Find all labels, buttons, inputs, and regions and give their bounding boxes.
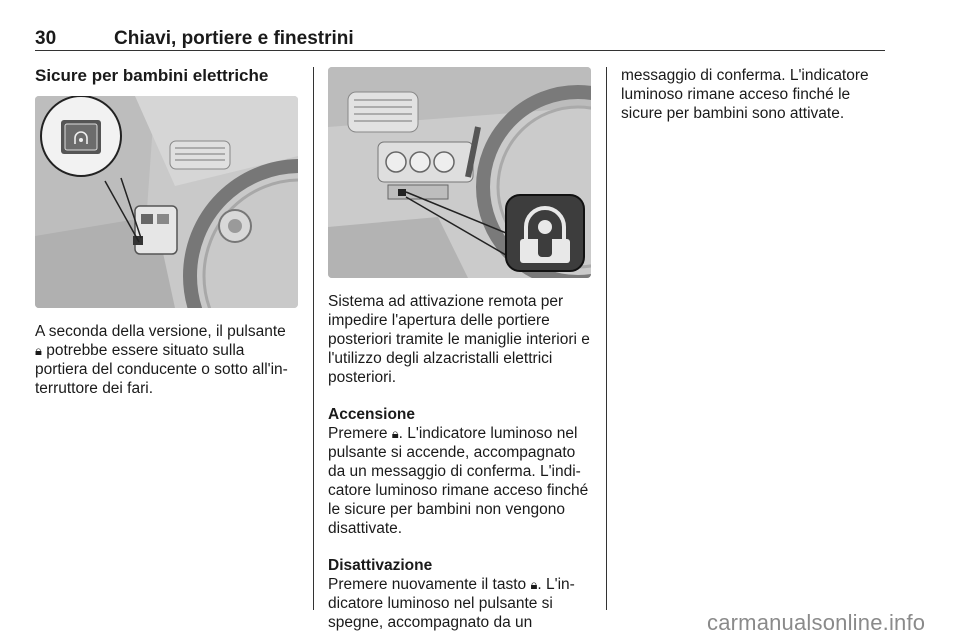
watermark: carmanualsonline.info [707,610,926,635]
page-number: 30 [35,28,57,49]
deactivation-text-end: . L'in-dicatore luminoso nel pulsante si spegne, accompagnato da un [328,576,575,631]
section-title: Sicure per bambini elettriche [35,66,269,85]
location-text-start: A seconda della versione, il pulsante [35,323,286,340]
activation-text-end: . L'indicatore luminoso nel pulsante si accende, accompagnato da un messaggio di conferma. L'indi-catore luminoso rimane acceso finché le sicure per bambini non vengono disattivate. [328,425,589,537]
deactivation-heading: Disattivazione [328,557,433,574]
column-2 [328,292,594,632]
page-header [35,28,885,51]
child-lock-icon: 🔒︎ [530,577,538,592]
activation-heading: Accensione [328,406,416,423]
column-3 [621,66,889,123]
location-paragraph [35,322,300,398]
deactivation-text-start: Premere nuovamente il tasto [328,576,527,593]
column-divider-1 [313,67,314,610]
child-lock-icon: 🔒︎ [35,343,42,358]
location-text-end: potrebbe essere situato sulla portiera del conducente o sotto all'in-terruttore dei fari. [35,342,288,397]
child-lock-icon: 🔒︎ [391,426,399,441]
activation-paragraph [328,424,594,538]
column-1-text [35,322,300,398]
column-divider-2 [606,67,607,610]
deactivation-paragraph [328,575,594,632]
continuation-paragraph: messaggio di conferma. L'indicatore luminoso rimane acceso finché le sicure per bambini sono attivate. [621,67,869,122]
column-1 [35,66,300,85]
dashboard-switch-illustration [328,67,591,278]
door-panel-illustration [35,96,298,308]
intro-paragraph: Sistema ad attivazione remota per impedire l'apertura delle portiere posteriori tramite le maniglie interiori e l'utilizzo degli alzacristalli elettrici posteriori. [328,293,590,386]
activation-text-start: Premere [328,425,388,442]
chapter-title: Chiavi, portiere e finestrini [114,28,354,49]
